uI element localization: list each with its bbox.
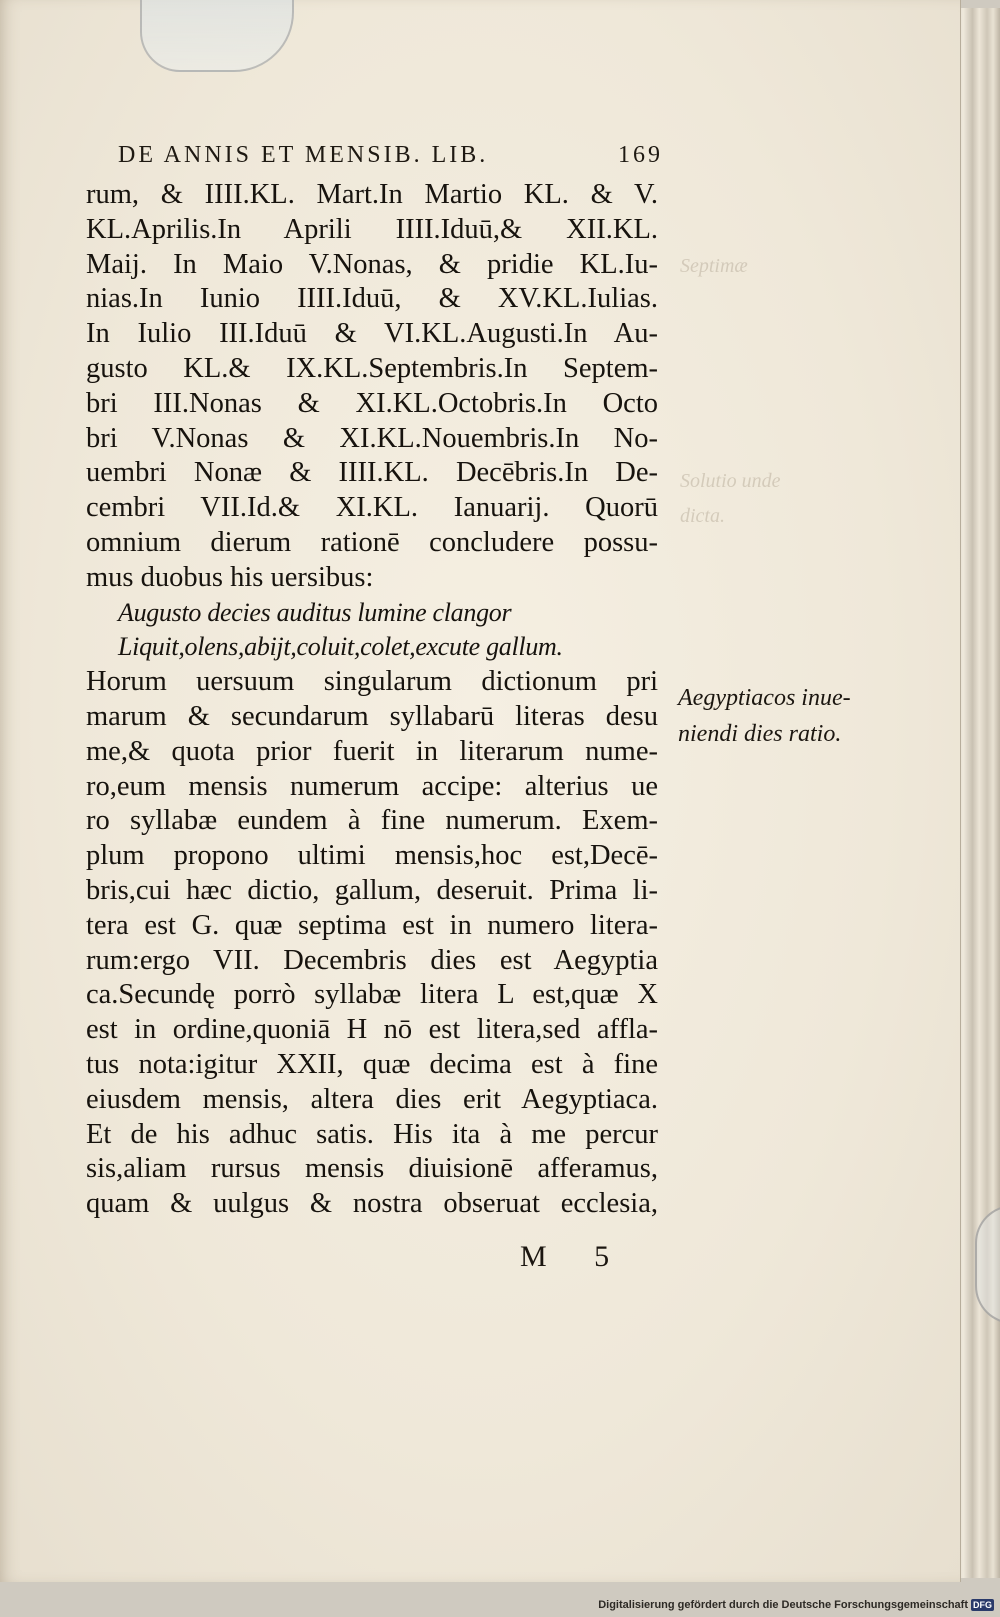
text-line: ro,eum mensis numerum accipe: alterius ue xyxy=(86,770,658,802)
text-line: Maij. In Maio V.Nonas, & pridie KL.Iu- xyxy=(86,248,658,280)
text-line: plum propono ultimi mensis,hoc est,Decē- xyxy=(86,840,658,872)
text-line: rum:ergo VII. Decembris dies est Aegyptia xyxy=(86,944,658,976)
text-line: me,& quota prior fuerit in literarum nume- xyxy=(86,735,658,767)
verse-line: Augusto decies auditus lumine clangor xyxy=(118,597,512,627)
text-line: tera est G. quæ septima est in numero litera- xyxy=(86,909,658,941)
text-line: bri V.Nonas & XI.KL.Nouembris.In No- xyxy=(86,422,658,454)
paper-clip xyxy=(140,0,294,72)
text-line: cembri VII.Id.& XI.KL. Ianuarij. Quorū xyxy=(86,492,658,524)
text-line: In Iulio III.Iduū & VI.KL.Augusti.In Au- xyxy=(86,318,658,350)
text-line: quam & uulgus & nostra obseruat ecclesia, xyxy=(86,1188,658,1220)
text-line: mus duobus his uersibus: xyxy=(86,561,374,593)
bleed-through-text: Septimæ xyxy=(680,255,748,277)
text-line: gusto KL.& IX.KL.Septembris.In Septem- xyxy=(86,352,658,384)
text-line: sis,aliam rursus mensis diuisionē afferamus, xyxy=(86,1153,658,1185)
text-line: marum & secundarum syllabarū literas desu xyxy=(86,700,658,732)
dfg-logo: DFG xyxy=(973,1600,992,1610)
margin-note-line: Aegyptiacos inue- xyxy=(678,685,851,711)
text-line: est in ordine,quoniā H nō est litera,sed affla- xyxy=(86,1014,658,1046)
text-line: uembri Nonæ & IIII.KL. Decēbris.In De- xyxy=(86,457,658,489)
margin-note xyxy=(678,680,851,752)
bleed-through-text: Solutio unde xyxy=(680,470,781,492)
bleed-through-text: dicta. xyxy=(680,505,725,527)
text-line: eiusdem mensis, altera dies erit Aegyptiaca. xyxy=(86,1083,658,1115)
text-line: bri III.Nonas & XI.KL.Octobris.In Octo xyxy=(86,387,658,419)
text-line: ca.Secundę porrò syllabæ litera L est,quæ X xyxy=(86,979,658,1011)
text-line: ro syllabæ eundem à fine numerum. Exem- xyxy=(86,805,658,837)
text-line: rum, & IIII.KL. Mart.In Martio KL. & V. xyxy=(86,179,658,210)
text-line: omnium dierum rationē concludere possu- xyxy=(86,526,658,558)
verse-line: Liquit,olens,abijt,coluit,colet,excute gallum. xyxy=(118,632,563,662)
text-line: Et de his adhuc satis. His ita à me percur xyxy=(86,1118,658,1150)
footer-text: Digitalisierung gefördert durch die Deutsche Forschungsgemeinschaft xyxy=(598,1599,968,1611)
page-number: 169 xyxy=(618,142,663,168)
text-line: KL.Aprilis.In Aprili IIII.Iduū,& XII.KL. xyxy=(86,213,658,245)
text-line: bris,cui hæc dictio, gallum, deseruit. Prima li- xyxy=(86,874,658,906)
signature-mark: M 5 xyxy=(520,1240,630,1273)
main-text xyxy=(86,178,658,1222)
text-line: Horum uersuum singularum dictionum pri xyxy=(86,666,658,698)
text-line: nias.In Iunio IIII.Iduū, & XV.KL.Iulias. xyxy=(86,283,658,315)
digitization-footer xyxy=(598,1599,994,1611)
running-header xyxy=(118,142,663,169)
text-line: tus nota:igitur XXII, quæ decima est à fine xyxy=(86,1048,658,1080)
running-title: DE ANNIS ET MENSIB. LIB. xyxy=(118,142,489,168)
margin-note-line: niendi dies ratio. xyxy=(678,721,842,747)
